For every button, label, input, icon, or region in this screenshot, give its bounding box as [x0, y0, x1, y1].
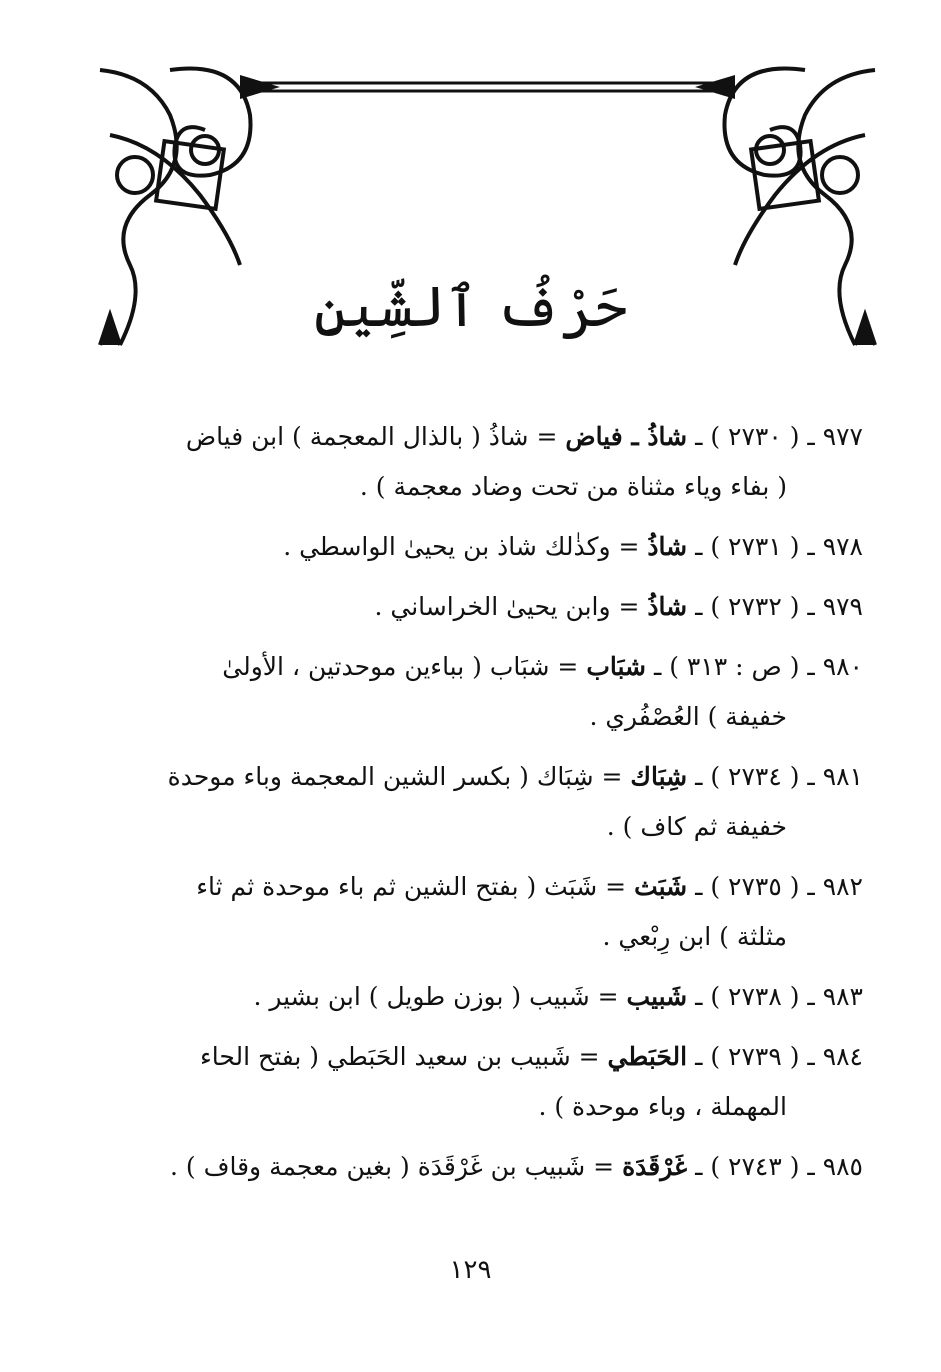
entry-number: ٩٨٣ ـ: [807, 982, 863, 1011]
entry-text: = شِبَاك ( بكسر الشين المعجمة وباء موحدة: [167, 762, 623, 791]
entry-text: = شَبَث ( بفتح الشين ثم باء موحدة ثم ثاء: [196, 872, 627, 901]
entry-text: = شاذُ ( بالذال المعجمة ) ابن فياض: [185, 422, 558, 451]
entry-reference: ( ٢٧٣٢ ) ـ: [695, 592, 800, 621]
entry-number: ٩٨٥ ـ: [807, 1152, 863, 1181]
entry-continuation: خفيفة ) العُصْفُري .: [589, 702, 787, 731]
entry-reference: ( ٢٧٣٨ ) ـ: [695, 982, 800, 1011]
entry-headword: شَبيب: [626, 982, 688, 1011]
entry-number: ٩٨١ ـ: [807, 762, 863, 791]
entry-979: [108, 582, 863, 632]
chapter-title: حَرْفُ ٱلشِّينِ: [313, 275, 628, 340]
page-number: ١٢٩: [449, 1255, 492, 1285]
entry-983: [108, 972, 863, 1022]
entry-text: = شَبيب بن سعيد الحَبَطي ( بفتح الحاء: [200, 1042, 600, 1071]
entry-continuation: المهملة ، وباء موحدة ) .: [538, 1092, 787, 1121]
entry-978: [108, 522, 863, 572]
entry-text: = شَبيب ( بوزن طويل ) ابن بشير .: [253, 982, 619, 1011]
entry-text: = شَبيب بن غَرْقَدَة ( بغين معجمة وقاف ) .: [169, 1152, 615, 1181]
entry-headword: شَبَث: [634, 872, 688, 901]
entry-headword: الحَبَطي: [607, 1042, 688, 1071]
entry-continuation: ( بفاء وياء مثناة من تحت وضاد معجمة ) .: [359, 472, 787, 501]
entry-headword: شبَاب: [586, 652, 646, 681]
entry-reference: ( ٢٧٣٤ ) ـ: [695, 762, 800, 791]
entry-continuation: خفيفة ثم كاف ) .: [606, 812, 787, 841]
entry-text: = شبَاب ( بباءين موحدتين ، الأولىٰ: [222, 652, 579, 681]
entry-985: [108, 1142, 863, 1192]
entry-headword: شاذُ: [647, 532, 688, 561]
entry-reference: ( ص : ٣١٣ ) ـ: [653, 652, 800, 681]
entry-headword: شِبَاك: [630, 762, 688, 791]
entry-977: [108, 412, 863, 512]
entry-reference: ( ٢٧٣٥ ) ـ: [695, 872, 800, 901]
entry-reference: ( ٢٧٣٠ ) ـ: [695, 422, 800, 451]
entry-number: ٩٧٩ ـ: [807, 592, 863, 621]
entry-reference: ( ٢٧٣٩ ) ـ: [695, 1042, 800, 1071]
entry-headword: شاذُ: [647, 592, 688, 621]
entry-number: ٩٨٢ ـ: [807, 872, 863, 901]
entry-text: = وكذٰلك شاذ بن يحيىٰ الواسطي .: [283, 532, 640, 561]
entry-980: [108, 642, 863, 742]
entry-number: ٩٨٠ ـ: [807, 652, 863, 681]
entry-text: = وابن يحيىٰ الخراساني .: [374, 592, 640, 621]
entry-reference: ( ٢٧٣١ ) ـ: [695, 532, 800, 561]
entry-number: ٩٧٧ ـ: [807, 422, 863, 451]
entry-984: [108, 1032, 863, 1132]
entry-981: [108, 752, 863, 852]
entry-number: ٩٧٨ ـ: [807, 532, 863, 561]
entry-reference: ( ٢٧٤٣ ) ـ: [695, 1152, 800, 1181]
entry-number: ٩٨٤ ـ: [807, 1042, 863, 1071]
entry-982: [108, 862, 863, 962]
entry-headword: شاذُ ـ فياض: [565, 422, 688, 451]
entries-list: [108, 412, 863, 1202]
entry-continuation: مثلثة ) ابن رِبْعي .: [602, 922, 787, 951]
entry-headword: غَرْقَدَة: [622, 1152, 688, 1181]
